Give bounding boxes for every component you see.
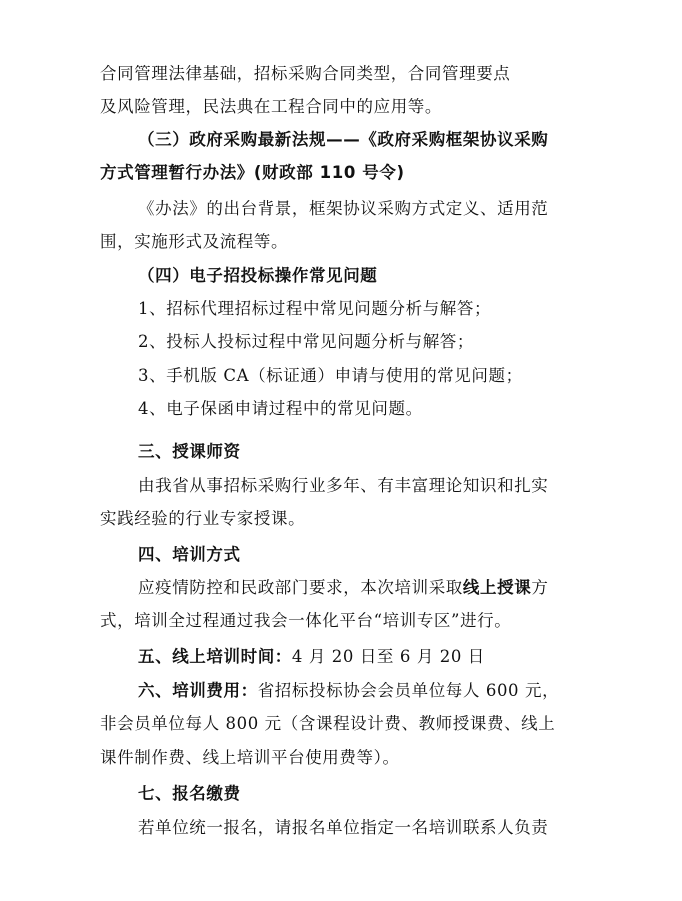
list-item: 2、投标人投标过程中常见问题分析与解答； xyxy=(138,332,474,351)
paragraph-line: 实践经验的行业专家授课。 xyxy=(100,509,306,528)
paragraph-line: 及风险管理，民法典在工程合同中的应用等。 xyxy=(100,97,442,116)
section-heading-6 xyxy=(138,679,590,703)
paragraph-line: 式，培训全过程通过我会一体化平台“培训专区”进行。 xyxy=(100,611,512,630)
section-title: 五、线上培训时间： xyxy=(138,647,292,666)
list-item: 1、招标代理招标过程中常见问题分析与解答； xyxy=(138,299,492,318)
paragraph-line: 若单位统一报名，请报名单位指定一名培训联系人负责 xyxy=(138,818,549,837)
section-heading-3: 三、授课师资 xyxy=(138,442,241,461)
emphasis-text: 线上授课 xyxy=(462,578,532,597)
paragraph-line: 合同管理法律基础，招标采购合同类型，合同管理要点 xyxy=(100,64,511,83)
paragraph-line: 由我省从事招标采购行业多年、有丰富理论知识和扎实 xyxy=(138,476,549,495)
subsection-heading-3-cont: 方式管理暂行办法》(财政部 110 号令) xyxy=(100,163,405,182)
list-item: 3、手机版 CA（标证通）申请与使用的常见问题； xyxy=(138,366,523,385)
training-dates: 4 月 20 日至 6 月 20 日 xyxy=(291,647,485,666)
paragraph-line: 《办法》的出台背景，框架协议采购方式定义、适用范 xyxy=(138,199,549,218)
paragraph-line: 围，实施形式及流程等。 xyxy=(100,232,289,251)
section-title: 六、培训费用： xyxy=(138,681,258,700)
list-item: 4、电子保函申请过程中的常见问题。 xyxy=(138,399,423,418)
text-run: 方 xyxy=(531,578,549,597)
paragraph-line: 非会员单位每人 800 元（含课程设计费、教师授课费、线上 xyxy=(100,714,556,733)
paragraph-line: 课件制作费、线上培训平台使用费等）。 xyxy=(100,748,400,767)
text-run: 应疫情防控和民政部门要求，本次培训采取 xyxy=(138,578,463,597)
section-heading-5 xyxy=(138,645,590,669)
paragraph-line xyxy=(138,576,590,600)
subsection-heading-3: （三）政府采购最新法规——《政府采购框架协议采购 xyxy=(138,130,549,149)
section-heading-7: 七、报名缴费 xyxy=(138,784,241,803)
section-heading-4: 四、培训方式 xyxy=(138,545,241,564)
subsection-heading-4: （四）电子招投标操作常见问题 xyxy=(138,266,378,285)
fee-member: 省招标投标协会会员单位每人 600 元， xyxy=(257,681,560,700)
